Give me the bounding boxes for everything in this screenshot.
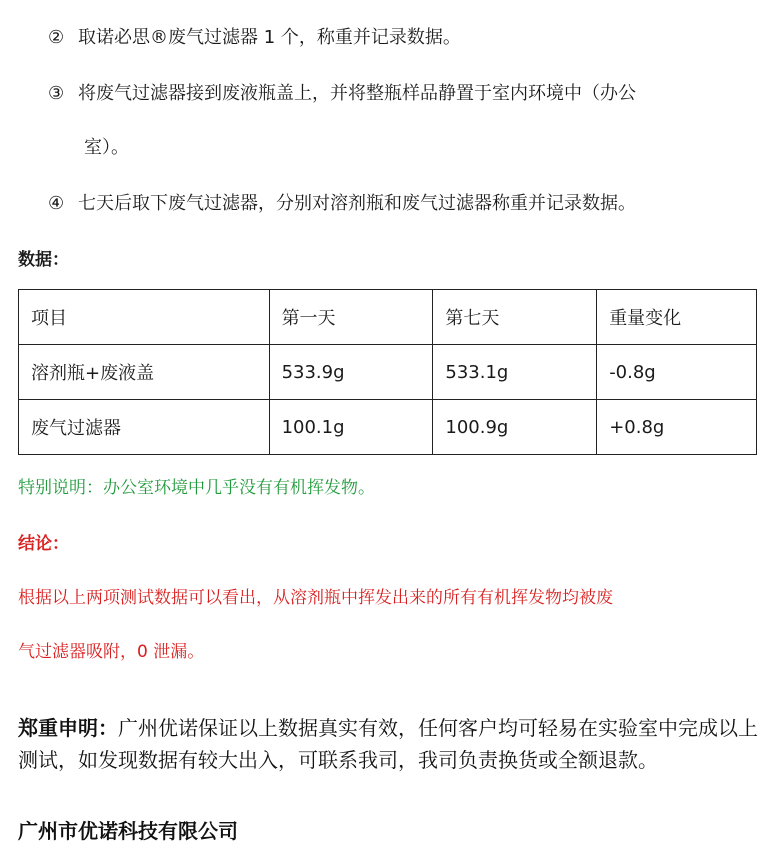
- table-cell: 溶剂瓶+废液盖: [19, 345, 270, 400]
- conclusion-line-2: 气过滤器吸附，0 泄漏。: [18, 642, 205, 662]
- step-text: 取诺必思®废气过滤器 1 个，称重并记录数据。: [78, 27, 461, 48]
- table-cell: 533.1g: [433, 345, 597, 400]
- step-3-continuation: 室）。: [84, 137, 129, 158]
- conclusion-line-1: 根据以上两项测试数据可以看出，从溶剂瓶中挥发出来的所有有机挥发物均被废: [18, 588, 613, 608]
- table-cell: 100.9g: [433, 400, 597, 455]
- declaration-label: 郑重申明：: [18, 716, 118, 740]
- step-3: [48, 82, 636, 106]
- data-label: 数据：: [18, 250, 69, 270]
- step-text: 七天后取下废气过滤器，分别对溶剂瓶和废气过滤器称重并记录数据。: [78, 193, 636, 214]
- table-cell: 废气过滤器: [19, 400, 270, 455]
- table-header-cell: 第七天: [433, 290, 597, 345]
- table-header-cell: 项目: [19, 290, 270, 345]
- table-header-cell: 重量变化: [597, 290, 757, 345]
- declaration: [18, 712, 768, 776]
- step-number: ③: [48, 83, 65, 104]
- table-cell: +0.8g: [597, 400, 757, 455]
- step-4: [48, 192, 636, 216]
- table-row: [19, 400, 757, 455]
- table-header-row: [19, 290, 757, 345]
- table-cell: -0.8g: [597, 345, 757, 400]
- conclusion-label: 结论：: [18, 534, 69, 554]
- table-cell: 100.1g: [269, 400, 433, 455]
- step-text: 将废气过滤器接到废液瓶盖上，并将整瓶样品静置于室内环境中（办公: [78, 83, 636, 104]
- step-number: ②: [48, 27, 65, 48]
- declaration-text: 广州优诺保证以上数据真实有效，任何客户均可轻易在实验室中完成以上测试，如发现数据有较大出入，可联系我司，我司负责换货或全额退款。: [18, 716, 758, 772]
- step-2: [48, 26, 461, 50]
- table-header-cell: 第一天: [269, 290, 433, 345]
- special-note: 特别说明：办公室环境中几乎没有有机挥发物。: [18, 478, 375, 498]
- data-table: [18, 289, 757, 455]
- table-cell: 533.9g: [269, 345, 433, 400]
- step-number: ④: [48, 193, 65, 214]
- company-name: 广州市优诺科技有限公司: [18, 819, 238, 843]
- table-row: [19, 345, 757, 400]
